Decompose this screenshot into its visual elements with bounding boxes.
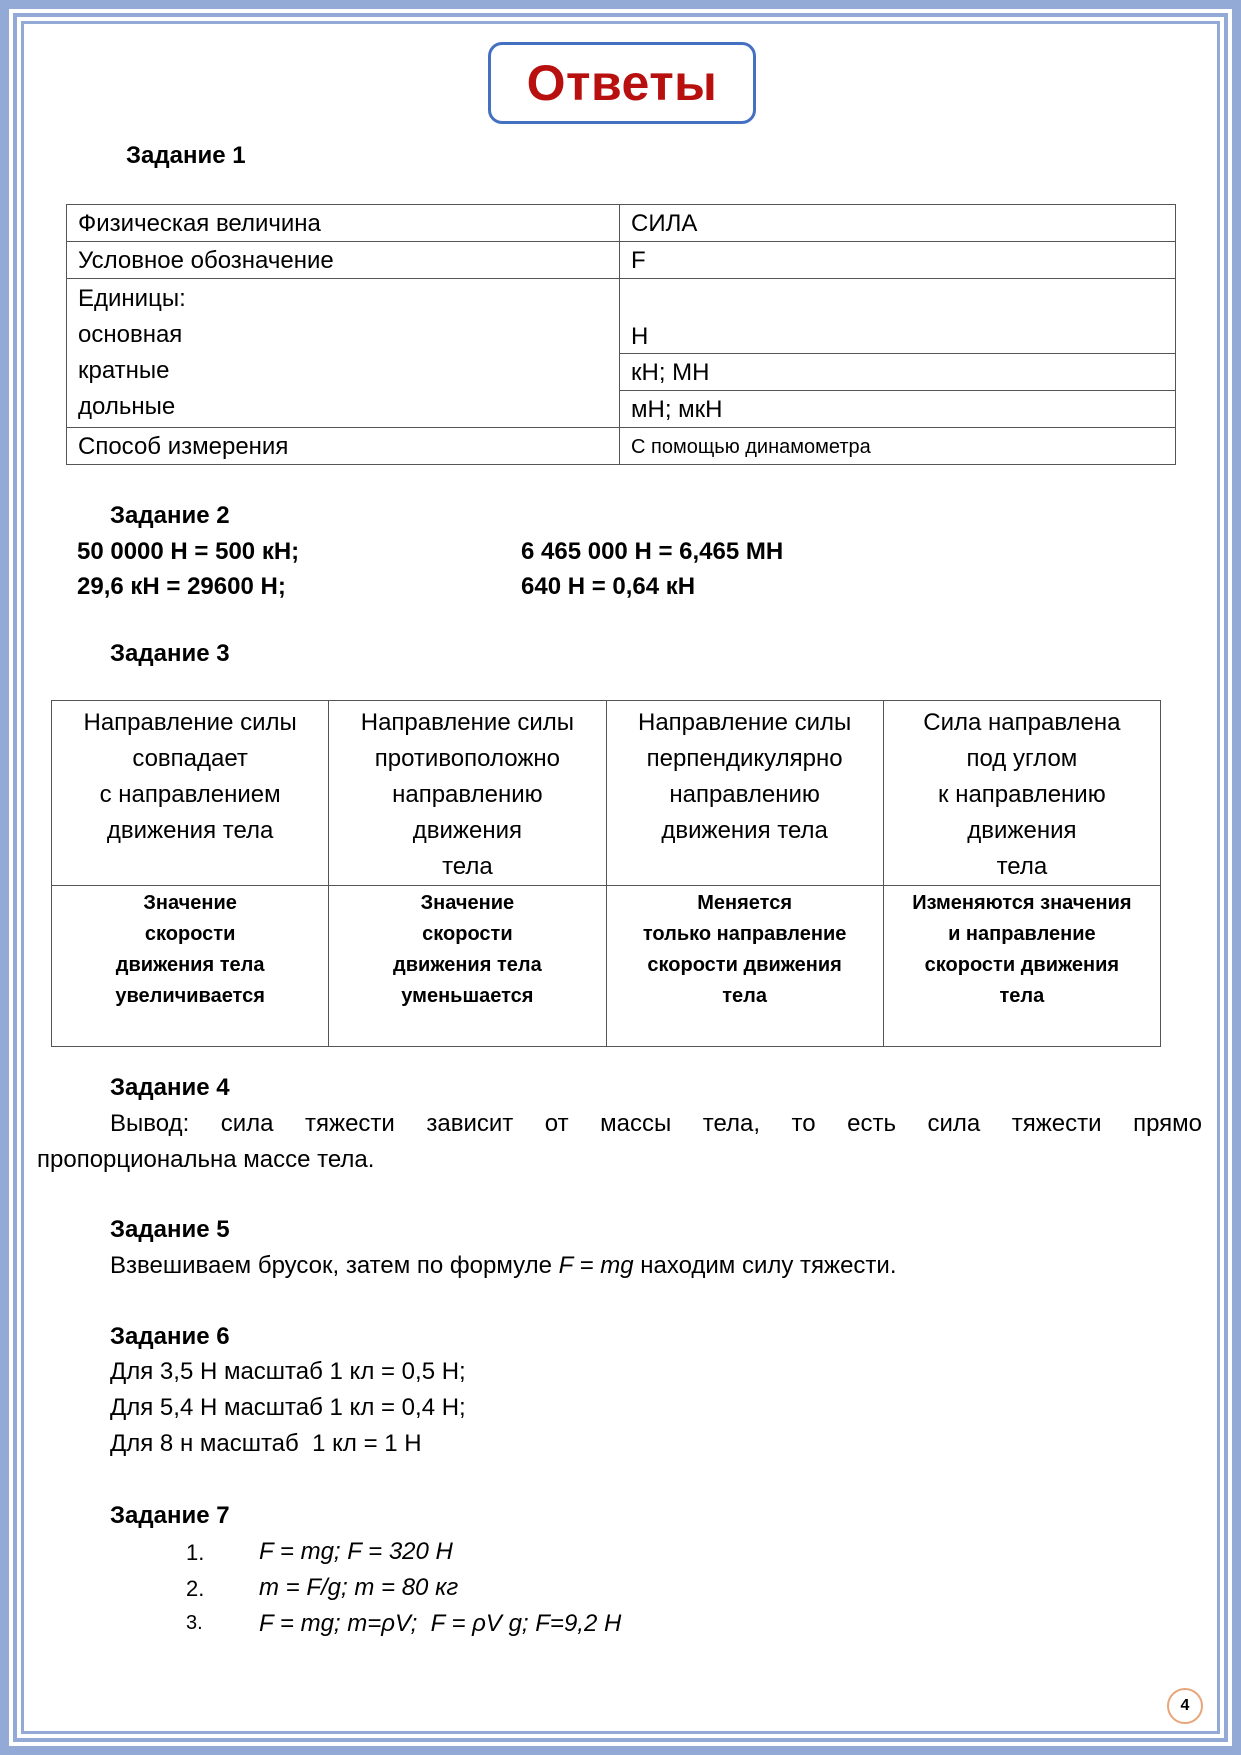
list-item-number: 1. — [186, 1540, 205, 1565]
direction-cell-angle — [883, 701, 1160, 886]
cell-line: движения тела — [661, 817, 828, 844]
base-label: основная — [78, 321, 183, 348]
task4-heading: Задание 4 — [110, 1074, 230, 1101]
answer-cell-angle — [883, 886, 1160, 1047]
cell-line: движения — [967, 817, 1077, 844]
cell-line: к направлению — [938, 781, 1106, 808]
quantity-label: Физическая величина — [67, 205, 620, 242]
page-title: Ответы — [526, 55, 718, 111]
task4-line1: Вывод: сила тяжести зависит от массы тела, то есть сила тяжести прямо — [110, 1110, 1202, 1137]
method-label: Способ измерения — [67, 428, 620, 465]
cell-line: увеличивается — [115, 985, 265, 1007]
list-item-number: 3. — [186, 1612, 203, 1634]
cell-line: с направлением — [99, 781, 281, 808]
task1-table — [66, 204, 1176, 465]
cell-line: перпендикулярно — [646, 745, 843, 772]
table-row — [67, 242, 1176, 279]
cell-line: уменьшается — [401, 985, 534, 1007]
cell-line: Направление силы — [360, 709, 574, 736]
units-label: Единицы: — [78, 285, 186, 312]
task5-heading: Задание 5 — [110, 1216, 230, 1243]
direction-cell-opposite — [329, 701, 606, 886]
symbol-value: F — [620, 242, 1176, 279]
conversion-4: 640 Н = 0,64 кН — [521, 573, 696, 600]
cell-line: скорости — [144, 923, 236, 945]
direction-cell-same — [52, 701, 329, 886]
conversion-1: 50 0000 Н = 500 кН; — [77, 538, 300, 565]
task6-heading: Задание 6 — [110, 1323, 230, 1350]
task2-heading: Задание 2 — [110, 502, 230, 529]
sub-label: дольные — [78, 393, 176, 420]
cell-line: Значение — [420, 892, 515, 914]
multiple-label: кратные — [78, 357, 170, 384]
cell-line: движения тела — [106, 817, 274, 844]
task5-text-after: находим силу тяжести. — [633, 1252, 897, 1279]
base-value: Н — [620, 279, 1176, 354]
table-row — [52, 886, 1161, 1047]
cell-line: тела — [722, 985, 767, 1007]
cell-line: Сила направлена — [923, 709, 1121, 736]
cell-line: только направление — [642, 923, 847, 945]
list-item-number: 2. — [186, 1576, 205, 1601]
list-item: F = mg; m=ρV; F = ρV g; F=9,2 Н — [259, 1610, 622, 1637]
units-label-cell — [67, 279, 620, 428]
cell-line: совпадает — [132, 745, 248, 772]
answer-cell-perpendicular — [606, 886, 883, 1047]
task3-table — [51, 700, 1161, 1047]
title-box — [488, 42, 756, 124]
cell-line: движения тела — [115, 954, 265, 976]
answer-cell-opposite — [329, 886, 606, 1047]
task5-text — [110, 1252, 897, 1280]
cell-line: противоположно — [374, 745, 560, 772]
answer-cell-same — [52, 886, 329, 1047]
page-number: 4 — [1180, 1697, 1190, 1714]
list-item: m = F/g; m = 80 кг — [259, 1574, 459, 1601]
cell-line: тела — [999, 985, 1045, 1007]
cell-line: направлению — [669, 781, 820, 808]
table-row — [67, 205, 1176, 242]
multiple-value: кН; МН — [620, 354, 1176, 391]
cell-line: скорости движения — [647, 954, 842, 976]
task6-line-2: Для 5,4 Н масштаб 1 кл = 0,4 Н; — [110, 1394, 466, 1421]
method-value: С помощью динамометра — [620, 428, 1176, 465]
sub-value: мН; мкН — [620, 391, 1176, 428]
cell-line: и направление — [948, 923, 1096, 945]
cell-line: скорости — [422, 923, 513, 945]
list-item: F = mg; F = 320 Н — [259, 1538, 453, 1565]
task5-text-before: Взвешиваем брусок, затем по формуле — [110, 1252, 559, 1279]
quantity-value: СИЛА — [620, 205, 1176, 242]
task4-line2: пропорциональна массе тела. — [37, 1146, 375, 1173]
symbol-label: Условное обозначение — [67, 242, 620, 279]
cell-line: тела — [442, 853, 493, 880]
cell-line: Направление силы — [637, 709, 852, 736]
task5-formula: F = mg — [558, 1252, 634, 1279]
task6-line-1: Для 3,5 Н масштаб 1 кл = 0,5 Н; — [110, 1358, 466, 1385]
task3-heading: Задание 3 — [110, 640, 230, 667]
cell-line: Направление силы — [83, 709, 297, 736]
conversion-2: 6 465 000 Н = 6,465 МН — [521, 538, 784, 565]
cell-line: тела — [996, 853, 1048, 880]
task7-heading: Задание 7 — [110, 1502, 230, 1529]
conversion-3: 29,6 кН = 29600 Н; — [77, 573, 286, 600]
cell-line: Значение — [143, 892, 237, 914]
cell-line: движения — [412, 817, 522, 844]
cell-line: движения тела — [393, 954, 542, 976]
cell-line: Изменяются значения — [912, 892, 1132, 914]
table-row — [52, 701, 1161, 886]
cell-line: направлению — [392, 781, 543, 808]
task1-heading: Задание 1 — [126, 142, 246, 169]
table-row — [67, 279, 1176, 354]
page-number-badge — [1167, 1688, 1203, 1724]
task6-line-3: Для 8 н масштаб 1 кл = 1 Н — [110, 1430, 422, 1457]
table-row — [67, 428, 1176, 465]
cell-line: под углом — [966, 745, 1078, 772]
direction-cell-perpendicular — [606, 701, 883, 886]
cell-line: скорости движения — [924, 954, 1120, 976]
cell-line: Меняется — [697, 892, 792, 914]
